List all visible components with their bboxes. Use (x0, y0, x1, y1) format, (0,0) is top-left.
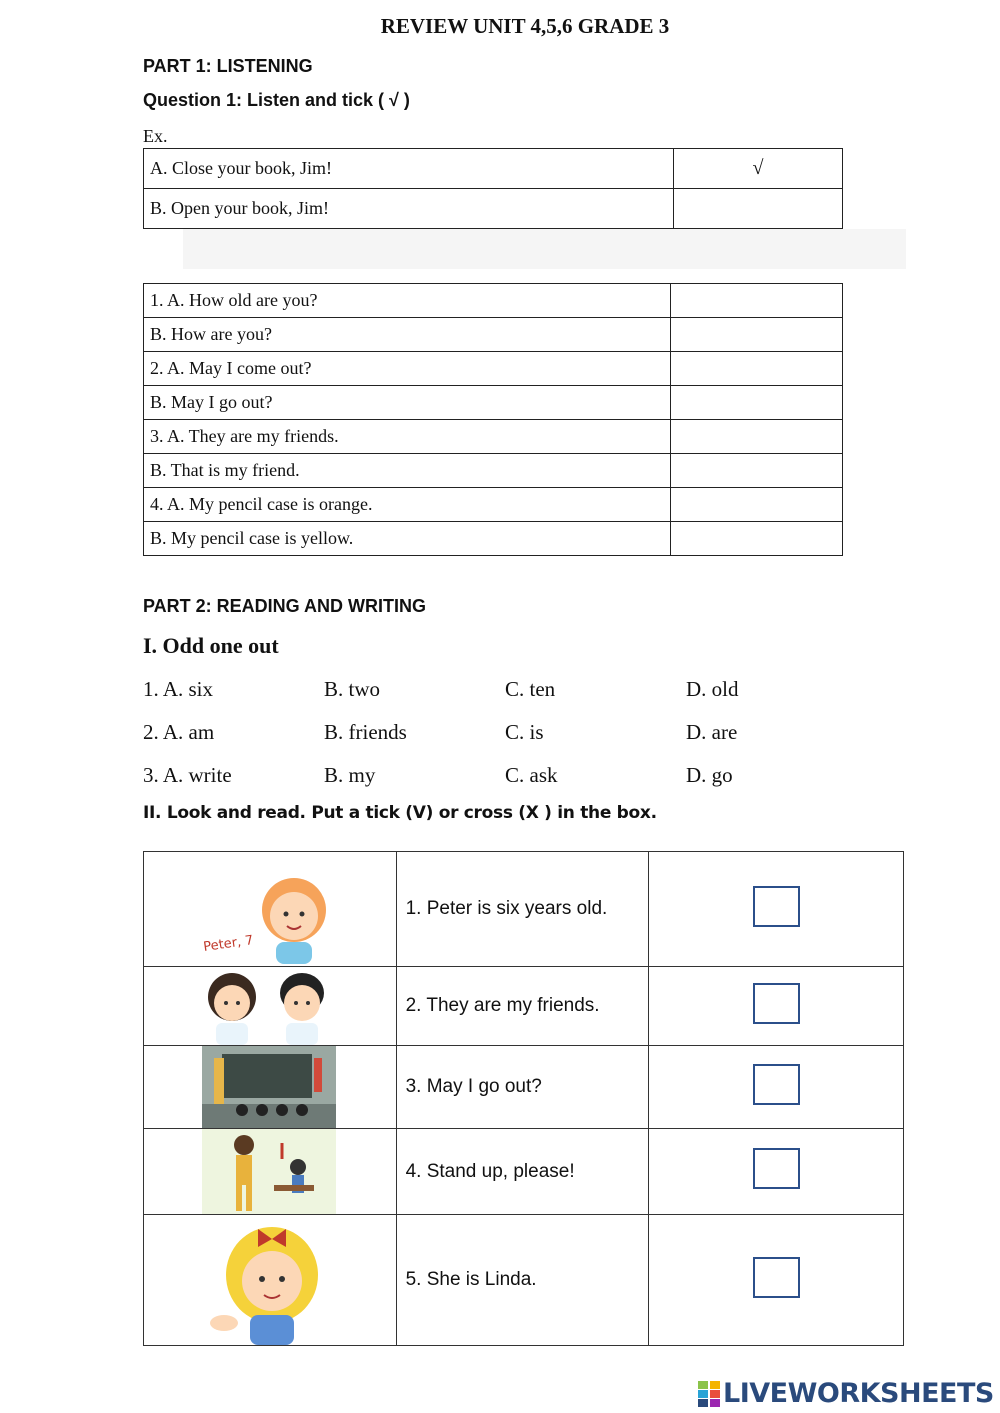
odd-option[interactable]: C. is (505, 720, 544, 744)
odd-option[interactable]: C. ask (505, 763, 558, 787)
friends-illustration (202, 967, 336, 1045)
linda-illustration (202, 1215, 336, 1345)
picture-cell (144, 967, 397, 1046)
part1-heading: PART 1: LISTENING (143, 56, 313, 76)
odd-option[interactable]: C. ten (505, 677, 556, 701)
listening-option: B. That is my friend. (144, 454, 671, 488)
odd-one-out-title: I. Odd one out (143, 633, 279, 658)
listening-row (144, 454, 843, 488)
answer-cell (649, 1215, 904, 1346)
listening-row (144, 352, 843, 386)
picture-row (144, 967, 904, 1046)
question1-heading: Question 1: Listen and tick ( √ ) (143, 90, 410, 110)
look-and-read-table (143, 851, 904, 1346)
picture-cell (144, 1215, 397, 1346)
odd-row-1 (0, 677, 1000, 705)
odd-option[interactable]: D. are (686, 720, 738, 744)
odd-option[interactable]: B. my (324, 763, 376, 787)
example-tick-cell (674, 189, 843, 229)
odd-option[interactable]: D. old (686, 677, 739, 701)
picture-cell (144, 852, 397, 967)
picture-row (144, 852, 904, 967)
answer-cell[interactable] (671, 454, 843, 488)
worksheet-title: REVIEW UNIT 4,5,6 GRADE 3 (380, 14, 670, 38)
example-table (143, 148, 843, 229)
liveworksheets-mark-icon (698, 1381, 720, 1407)
listening-row (144, 386, 843, 420)
sentence-cell: 4. Stand up, please! (396, 1129, 649, 1215)
answer-cell[interactable] (671, 522, 843, 556)
answer-cell (649, 1046, 904, 1129)
listening-option: B. May I go out? (144, 386, 671, 420)
odd-row-3 (0, 763, 1000, 791)
stand-up-illustration (202, 1129, 336, 1214)
answer-cell (649, 1129, 904, 1215)
tick-box[interactable] (753, 983, 800, 1024)
example-tick-cell: √ (674, 149, 843, 189)
listening-option: 3. A. They are my friends. (144, 420, 671, 454)
listening-option: 1. A. How old are you? (144, 284, 671, 318)
example-option: A. Close your book, Jim! (144, 149, 674, 189)
blank-band (183, 229, 906, 269)
peter-caption: Peter, 7 (202, 933, 255, 955)
listening-row (144, 318, 843, 352)
listening-row (144, 420, 843, 454)
odd-option[interactable]: B. friends (324, 720, 407, 744)
example-row (144, 189, 843, 229)
tick-box[interactable] (753, 1257, 800, 1298)
odd-option[interactable]: 3. A. write (143, 763, 232, 787)
answer-cell[interactable] (671, 420, 843, 454)
answer-cell[interactable] (671, 352, 843, 386)
classroom-illustration (202, 1046, 336, 1128)
sentence-cell: 1. Peter is six years old. (396, 852, 649, 967)
answer-cell (649, 852, 904, 967)
look-and-read-title: II. Look and read. Put a tick (V) or cross (X ) in the box. (143, 803, 657, 823)
listening-row (144, 488, 843, 522)
odd-option[interactable]: B. two (324, 677, 381, 701)
answer-cell (649, 967, 904, 1046)
odd-option[interactable]: 2. A. am (143, 720, 215, 744)
picture-row (144, 1129, 904, 1215)
sentence-cell: 2. They are my friends. (396, 967, 649, 1046)
odd-option[interactable]: 1. A. six (143, 677, 214, 701)
listening-table (143, 283, 843, 556)
picture-cell (144, 1129, 397, 1215)
liveworksheets-logo[interactable] (698, 1378, 994, 1409)
answer-cell[interactable] (671, 318, 843, 352)
sentence-cell: 3. May I go out? (396, 1046, 649, 1129)
picture-row (144, 1046, 904, 1129)
example-option: B. Open your book, Jim! (144, 189, 674, 229)
listening-row (144, 522, 843, 556)
logo-text: LIVEWORKSHEETS (723, 1378, 994, 1409)
answer-cell[interactable] (671, 386, 843, 420)
picture-row (144, 1215, 904, 1346)
peter-illustration (202, 852, 336, 966)
answer-cell[interactable] (671, 284, 843, 318)
tick-box[interactable] (753, 886, 800, 927)
example-row (144, 149, 843, 189)
answer-cell[interactable] (671, 488, 843, 522)
odd-option[interactable]: D. go (686, 763, 733, 787)
tick-box[interactable] (753, 1148, 800, 1189)
picture-cell (144, 1046, 397, 1129)
example-label: Ex. (143, 126, 168, 146)
part2-heading: PART 2: READING AND WRITING (143, 596, 426, 616)
listening-option: 4. A. My pencil case is orange. (144, 488, 671, 522)
sentence-cell: 5. She is Linda. (396, 1215, 649, 1346)
listening-option: B. My pencil case is yellow. (144, 522, 671, 556)
tick-box[interactable] (753, 1064, 800, 1105)
listening-option: 2. A. May I come out? (144, 352, 671, 386)
odd-row-2 (0, 720, 1000, 748)
listening-option: B. How are you? (144, 318, 671, 352)
listening-row (144, 284, 843, 318)
